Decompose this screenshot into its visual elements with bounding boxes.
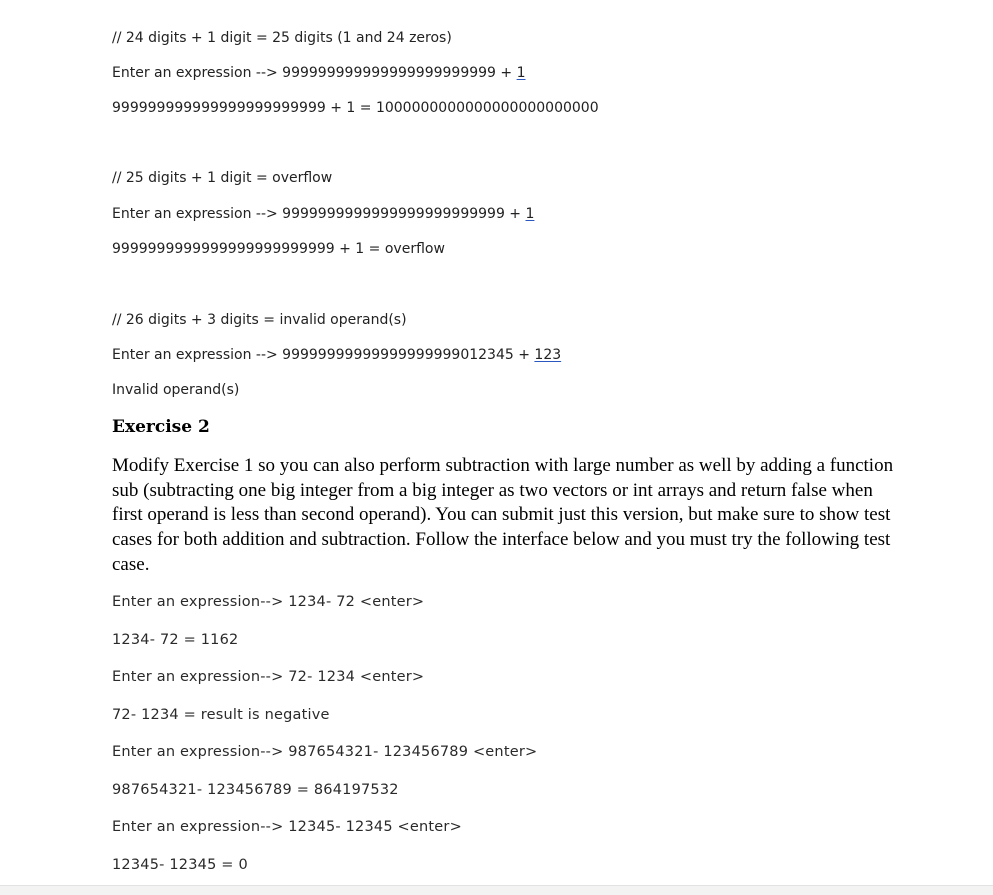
linked-operand[interactable]: 1 <box>516 65 526 81</box>
linked-operand[interactable]: 123 <box>534 347 562 363</box>
window-bottom-edge <box>0 885 993 895</box>
expression-prompt-24 <box>112 64 526 82</box>
expression-prompt-text: Enter an expression --> 99999999999999999999012345 + <box>112 347 535 363</box>
exercise-heading: Exercise 2 <box>112 417 210 437</box>
test-prompt-4: Enter an expression--> 12345- 12345 <enter> <box>112 819 462 835</box>
expression-prompt-26 <box>112 346 561 364</box>
result-25: 9999999999999999999999999 + 1 = overflow <box>112 241 445 257</box>
test-result-1: 1234- 72 = 1162 <box>112 632 239 648</box>
result-24: 999999999999999999999999 + 1 = 1000000000000000000000000 <box>112 100 599 116</box>
comment-24-digits: // 24 digits + 1 digit = 25 digits (1 and 24 zeros) <box>112 30 452 46</box>
test-prompt-1: Enter an expression--> 1234- 72 <enter> <box>112 594 425 610</box>
invalid-operand-result: Invalid operand(s) <box>112 382 240 398</box>
expression-prompt-25 <box>112 205 534 223</box>
test-prompt-3: Enter an expression--> 987654321- 123456789 <enter> <box>112 744 538 760</box>
comment-25-digits: // 25 digits + 1 digit = overflow <box>112 170 333 186</box>
test-prompt-2: Enter an expression--> 72- 1234 <enter> <box>112 669 425 685</box>
expression-prompt-text: Enter an expression --> 999999999999999999999999 + <box>112 65 517 81</box>
test-result-3: 987654321- 123456789 = 864197532 <box>112 782 399 798</box>
comment-26-digits: // 26 digits + 3 digits = invalid operand(s) <box>112 312 407 328</box>
expression-prompt-text: Enter an expression --> 9999999999999999999999999 + <box>112 206 526 222</box>
test-result-4: 12345- 12345 = 0 <box>112 857 248 873</box>
exercise-description: Modify Exercise 1 so you can also perform subtraction with large number as well by adding a function sub (subtracting one big integer from a big integer as two vectors or int arrays and return false when first operand is less than second operand). You can submit just this version, but make sure to show test cases for both addition and subtraction. Follow the interface below and you must try the following test case. <box>112 455 894 575</box>
test-result-2: 72- 1234 = result is negative <box>112 707 330 723</box>
linked-operand[interactable]: 1 <box>525 206 535 222</box>
